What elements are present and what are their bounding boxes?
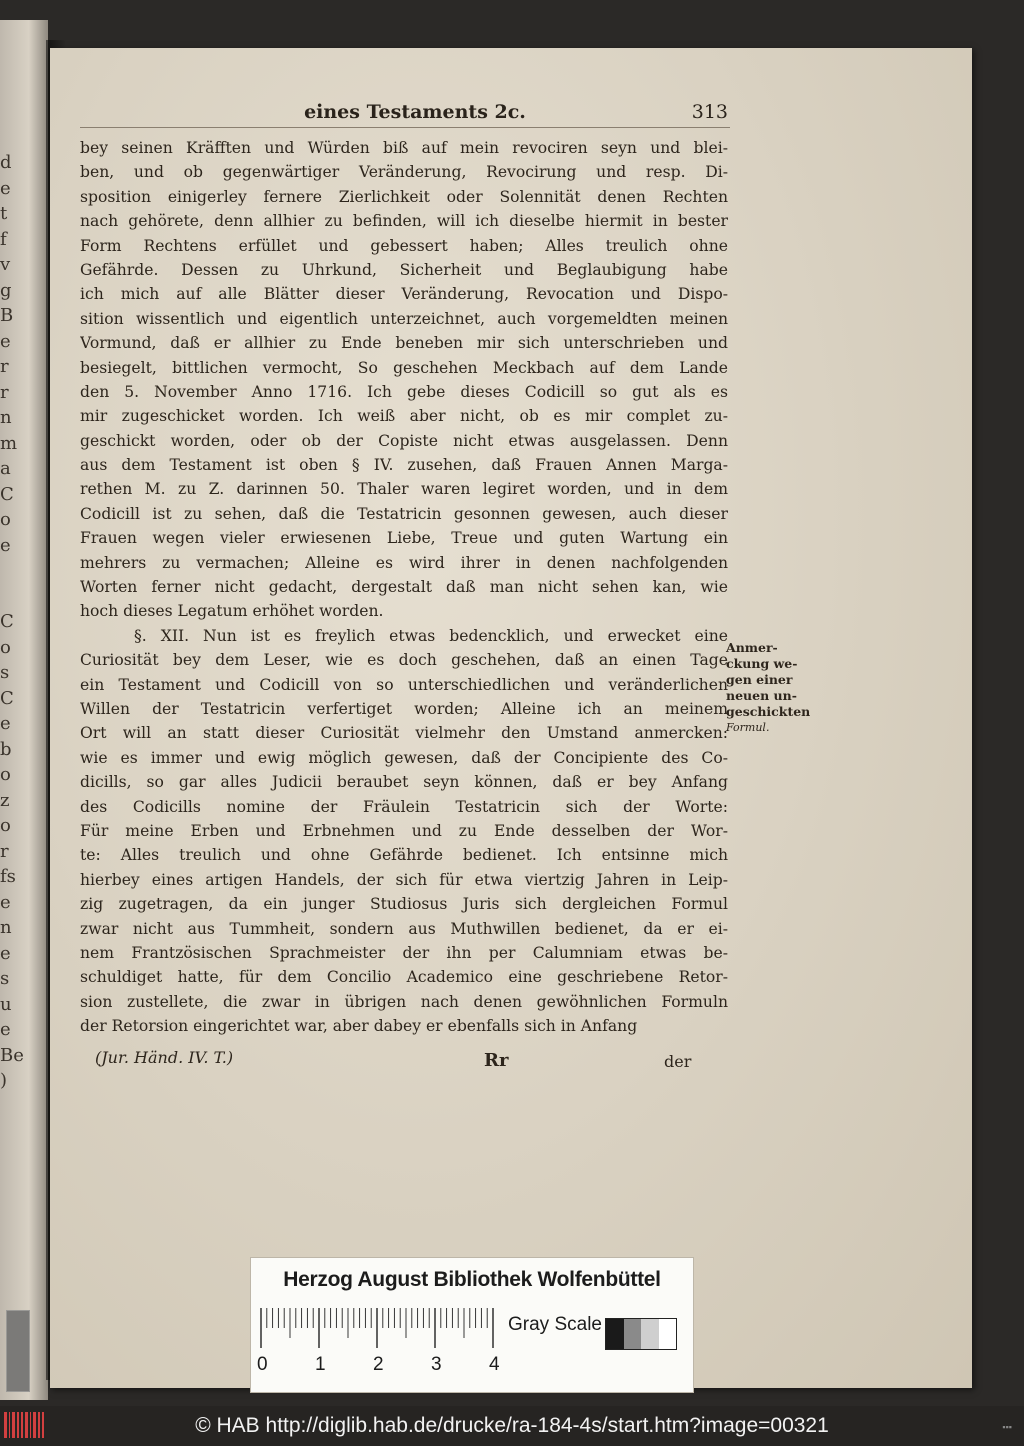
text-line: §. XII. Nun ist es freylich etwas bedencklich, und erwecket eine <box>134 626 728 645</box>
text-line: Codicill ist zu sehen, daß die Testatricin gesonnen gewesen, auch dieser <box>80 504 728 523</box>
margin-note-line: gen einer <box>726 672 793 687</box>
text-line: mir zugeschicket worden. Ich weiß aber nicht, ob es mir complet zu- <box>80 407 728 426</box>
text-line: Curiosität bey dem Leser, wie es doch geschehen, daß an einen Tage <box>80 651 728 670</box>
facing-page-glyph: v <box>0 254 11 275</box>
gray-scale-label: Gray Scale <box>508 1314 602 1335</box>
gray-swatch <box>641 1319 659 1349</box>
library-label <box>250 1257 694 1393</box>
margin-note-line: ckung we- <box>726 656 798 671</box>
facing-page-glyph: u <box>0 993 12 1015</box>
facing-page-edge <box>0 20 48 1400</box>
facing-page-glyph: b <box>0 738 12 760</box>
facing-page-glyph: n <box>0 407 12 428</box>
facing-page-glyph: C <box>0 611 14 632</box>
facing-page-glyph: e <box>0 534 11 556</box>
text-line: ein Testament und Codicill von so unterschiedlichen und veränderlichen <box>80 675 728 694</box>
facing-page-glyph: o <box>0 764 11 785</box>
credit-url[interactable]: © HAB http://diglib.hab.de/drucke/ra-184-4s/start.htm?image=00321 <box>195 1414 829 1437</box>
facing-page-glyph: e <box>0 713 11 734</box>
text-line: dicills, so gar alles Judicii beraubet seyn können, daß er bey Anfang <box>80 773 728 792</box>
text-line: sion zustellete, die zwar in übrigen nach denen gewöhnlichen Formuln <box>80 992 728 1011</box>
facing-page-glyph <box>0 584 30 610</box>
gray-swatch <box>606 1319 624 1349</box>
text-line: ich mich auf alle Blätter dieser Veränderung, Revocation und Dispo- <box>80 285 728 304</box>
text-line: aus dem Testament ist oben § IV. zusehen, daß Frauen Annen Marga- <box>80 456 728 475</box>
corner-dots-icon: ▪▪▪ <box>1002 1422 1012 1432</box>
text-line: mehrers zu vermachen; Alleine es wird ihrer in denen nachfolgenden <box>80 553 728 572</box>
facing-page-glyph: m <box>0 432 18 454</box>
ruler-scale <box>259 1304 499 1352</box>
margin-note-line: Formul. <box>726 721 770 734</box>
facing-page-glyph: z <box>0 789 10 811</box>
text-line: des Codicills nomine der Fräulein Testatricin sich der Worte: <box>80 797 728 816</box>
facing-page-glyph: a <box>0 458 11 479</box>
facing-page-glyph: s <box>0 662 10 683</box>
facing-page-glyph: s <box>0 968 10 989</box>
running-head: eines Testaments 2c. <box>304 101 526 123</box>
text-line: zwar nicht aus Tummheit, sondern aus Muthwillen bedienet, da er ei- <box>80 919 728 938</box>
text-line: besiegelt, bittlichen vermocht, So geschehen Meckbach auf dem Lande <box>80 358 728 377</box>
library-name: Herzog August Bibliothek Wolfenbüttel <box>283 1268 661 1291</box>
text-line: Für meine Erben und Erbnehmen und zu Ende desselben der Wor- <box>80 821 728 840</box>
text-line: nem Frantzösischen Sprachmeister der ihn per Calumniam etwas be- <box>80 943 728 962</box>
viewer-footer-bar <box>0 1406 1024 1446</box>
text-line: ben, und ob gegenwärtiger Veränderung, Revocirung und resp. Di- <box>80 163 728 182</box>
facing-page-glyph: o <box>0 509 11 530</box>
text-line: Willen der Testatricin verfertiget worden; Alleine ich an meinem <box>80 699 728 718</box>
gray-swatch <box>659 1319 677 1349</box>
facing-page-glyph: r <box>0 840 9 862</box>
facing-page-glyph <box>0 558 30 584</box>
text-line: Ort will an statt dieser Curiosität vielmehr den Umstand anmercken: <box>80 724 728 743</box>
signature-mark: Rr <box>484 1050 509 1071</box>
text-line: zig zugetragen, da ein junger Studiosus Juris sich dergleichen Formul <box>80 895 728 914</box>
facing-page-glyph: ) <box>0 1070 8 1091</box>
facing-page-glyph: o <box>0 636 11 658</box>
text-line: te: Alles treulich und ohne Gefährde bedienet. Ich entsinne mich <box>80 846 728 865</box>
header-rule <box>80 127 730 128</box>
facing-page-glyph: t <box>0 203 8 224</box>
text-line: Gefährde. Dessen zu Uhrkund, Sicherheit und Beglaubigung habe <box>80 260 728 279</box>
footer-signature-note: (Jur. Händ. IV. T.) <box>95 1048 234 1067</box>
facing-page-glyph: e <box>0 1019 11 1040</box>
text-line: rethen M. zu Z. darinnen 50. Thaler waren legiret worden, und in dem <box>80 480 728 499</box>
text-line: den 5. November Anno 1716. Ich gebe dieses Codicill so gut als es <box>80 382 728 401</box>
text-line: Vormund, daß er allhier zu Ende beneben mir sich unterschrieben und <box>80 334 728 353</box>
facing-page-glyph: fs <box>0 866 16 887</box>
facing-page-glyph: n <box>0 917 12 938</box>
facing-page-glyph: e <box>0 942 11 964</box>
facing-page-glyph: B <box>0 305 14 326</box>
facing-page-glyph: C <box>0 687 14 709</box>
text-line: sposition einigerley fernere Zierlichkeit oder Solennität denen Rechten <box>80 187 728 206</box>
ruler-number: 2 <box>373 1354 384 1375</box>
facing-page-glyph: e <box>0 330 11 352</box>
facing-page-glyph: o <box>0 815 11 836</box>
ruler-number: 4 <box>489 1354 500 1375</box>
facing-page-glyph: e <box>0 891 11 913</box>
ruler-number: 0 <box>257 1354 268 1375</box>
margin-note-line: Anmer- <box>726 640 778 655</box>
text-line: schuldiget hatte, für dem Concilio Academico eine geschriebene Retor- <box>80 968 728 987</box>
text-line: hierbey eines artigen Handels, der sich für etwa viertzig Jahren in Leip- <box>80 870 728 889</box>
body-text <box>80 136 728 1038</box>
text-line: wie es immer und ewig möglich gewesen, daß der Concipiente des Co- <box>80 748 728 767</box>
margin-note-line: geschickten <box>726 704 811 719</box>
text-line: Form Rechtens erfüllet und gebessert haben; Alles treulich ohne <box>80 236 728 255</box>
facing-page-glyph: d <box>0 152 12 173</box>
margin-note <box>726 640 818 736</box>
facing-page-glyph: C <box>0 483 14 505</box>
facing-page-glyph: e <box>0 177 11 199</box>
ruler-number: 1 <box>315 1354 326 1375</box>
facing-page-text <box>0 150 30 1094</box>
margin-note-line: neuen un- <box>726 688 797 703</box>
gray-scale-swatches <box>605 1318 677 1350</box>
text-line: Worten ferner nicht gedacht, dergestalt daß man nicht sehen kan, wie <box>80 578 728 597</box>
gray-swatch <box>624 1319 642 1349</box>
text-line: der Retorsion eingerichtet war, aber dabey er ebenfalls sich in Anfang <box>80 1017 638 1036</box>
text-line: Frauen wegen vieler erwiesenen Liebe, Treue und guten Wartung ein <box>80 529 728 548</box>
text-line: geschickt worden, oder ob der Copiste nicht etwas ausgelassen. Denn <box>80 431 728 450</box>
facing-page-glyph: r <box>0 381 9 403</box>
catchword: der <box>664 1052 692 1071</box>
text-line: hoch dieses Legatum erhöhet worden. <box>80 602 384 621</box>
facing-page-glyph: r <box>0 356 9 377</box>
text-line: nach gehörete, denn allhier zu befinden, will ich dieselbe hiermit in bester <box>80 212 728 231</box>
facing-page-glyph: g <box>0 279 12 301</box>
shelf-tag <box>6 1310 30 1392</box>
text-line: bey seinen Kräfften und Würden biß auf mein revociren seyn und blei- <box>80 139 728 157</box>
ruler-number: 3 <box>431 1354 442 1375</box>
facing-page-glyph: f <box>0 228 7 250</box>
ruler-numbers <box>259 1354 499 1378</box>
text-line: sition wissentlich und eigentlich unterzeichnet, auch vorgemeldten meinen <box>80 309 728 328</box>
page-number: 313 <box>691 101 728 123</box>
facing-page-glyph: Be <box>0 1044 24 1066</box>
